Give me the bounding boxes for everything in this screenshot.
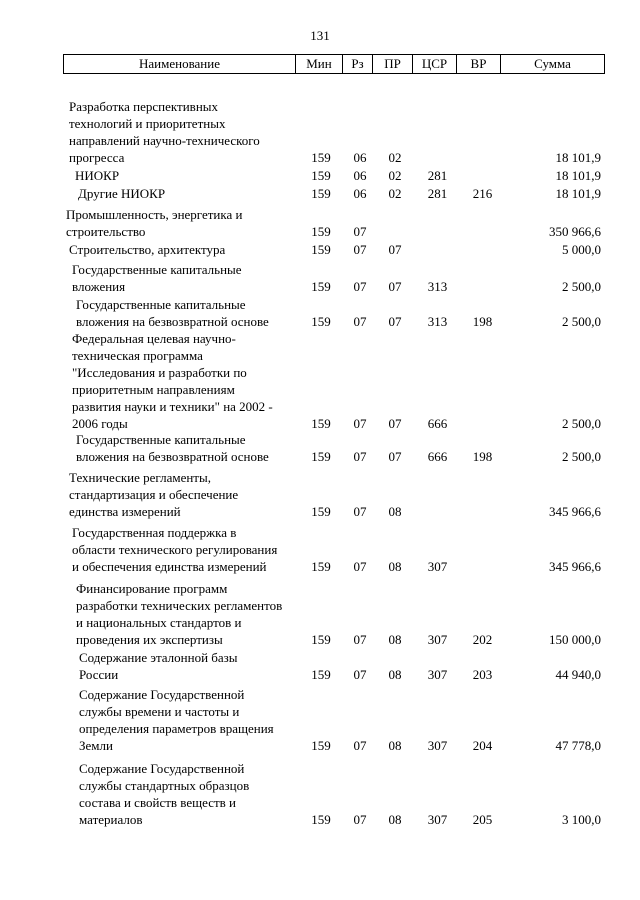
row-name: Другие НИОКР	[78, 186, 166, 201]
row-min: 159	[311, 150, 331, 165]
row-csr: 307	[427, 812, 448, 827]
row-rz: 07	[353, 279, 367, 294]
row-name: Технические регламенты, стандартизация и обеспечение единства измерений	[69, 470, 239, 519]
table-row	[0, 686, 640, 754]
row-min: 159	[311, 449, 331, 464]
row-pr: 08	[388, 812, 402, 827]
row-name: Финансирование программ разработки технических регламентов и национальных стандартов и проведения их экспертизы	[76, 581, 283, 647]
row-sum: 5 000,0	[562, 242, 601, 257]
row-pr: 08	[388, 632, 402, 647]
row-sum: 2 500,0	[562, 449, 601, 464]
table-row	[0, 167, 640, 184]
table-row	[0, 261, 640, 295]
row-pr: 07	[388, 416, 402, 431]
row-min: 159	[311, 667, 331, 682]
row-sum: 18 101,9	[555, 186, 601, 201]
header-rz: Рз	[343, 55, 373, 74]
header-csr: ЦСР	[413, 55, 457, 74]
table-row	[0, 98, 640, 166]
row-sum: 44 940,0	[555, 667, 601, 682]
row-name: Государственные капитальные вложения	[72, 262, 242, 294]
row-name: Федеральная целевая научно- техническая программа "Исследования и разработки по приоритетным направлениям развития науки и техники" на 2002 - 2006 годы	[72, 331, 273, 431]
table-row	[0, 760, 640, 828]
row-name: Государственные капитальные вложения на безвозвратной основе	[76, 432, 269, 464]
row-name: Содержание Государственной службы стандартных образцов состава и свойств веществ и материалов	[79, 761, 250, 827]
row-name: Государственные капитальные вложения на безвозвратной основе	[76, 297, 269, 329]
row-sum: 47 778,0	[555, 738, 601, 753]
row-min: 159	[311, 812, 331, 827]
table-row	[0, 241, 640, 258]
row-rz: 07	[353, 667, 367, 682]
row-sum: 345 966,6	[549, 504, 601, 519]
row-csr: 307	[427, 667, 448, 682]
table-row	[0, 469, 640, 520]
row-rz: 06	[353, 168, 367, 183]
row-sum: 18 101,9	[555, 168, 601, 183]
row-sum: 18 101,9	[555, 150, 601, 165]
row-pr: 07	[388, 449, 402, 464]
row-min: 159	[311, 279, 331, 294]
row-rz: 07	[353, 632, 367, 647]
row-name: Разработка перспективных технологий и приоритетных направлений научно-технического прогресса	[69, 99, 260, 165]
row-csr: 307	[427, 738, 448, 753]
row-csr: 666	[427, 416, 448, 431]
row-rz: 07	[353, 416, 367, 431]
row-csr: 307	[427, 559, 448, 574]
row-rz: 07	[353, 242, 367, 257]
row-csr: 313	[427, 314, 448, 329]
table-row	[0, 580, 640, 648]
row-name: Строительство, архитектура	[69, 242, 226, 257]
row-pr: 07	[388, 279, 402, 294]
row-name: Содержание Государственной службы времени и частоты и определения параметров вращения Земли	[79, 687, 274, 753]
row-vr: 216	[472, 186, 493, 201]
row-rz: 07	[353, 449, 367, 464]
row-csr: 307	[427, 632, 448, 647]
header-vr: ВР	[457, 55, 501, 74]
header-sum: Сумма	[501, 55, 605, 74]
row-name: Содержание эталонной базы России	[79, 650, 238, 682]
row-csr: 281	[427, 186, 448, 201]
row-pr: 02	[388, 186, 402, 201]
row-rz: 07	[353, 738, 367, 753]
row-min: 159	[311, 168, 331, 183]
row-name: НИОКР	[75, 168, 120, 183]
row-sum: 345 966,6	[549, 559, 601, 574]
row-rz: 06	[353, 186, 367, 201]
row-sum: 2 500,0	[562, 416, 601, 431]
row-min: 159	[311, 632, 331, 647]
row-pr: 02	[388, 168, 402, 183]
row-sum: 2 500,0	[562, 314, 601, 329]
table-row	[0, 524, 640, 575]
row-name: Промышленность, энергетика и строительство	[66, 207, 243, 239]
header-pr: ПР	[373, 55, 413, 74]
row-rz: 07	[353, 314, 367, 329]
row-min: 159	[311, 416, 331, 431]
page-number: 131	[310, 28, 330, 43]
table-row	[0, 431, 640, 465]
row-sum: 150 000,0	[549, 632, 601, 647]
table-row	[0, 206, 640, 240]
row-vr: 203	[472, 667, 493, 682]
table-row	[0, 185, 640, 202]
row-min: 159	[311, 738, 331, 753]
table-row	[0, 330, 640, 432]
row-min: 159	[311, 242, 331, 257]
row-csr: 281	[427, 168, 448, 183]
row-vr: 198	[472, 449, 493, 464]
header-name: Наименование	[64, 55, 296, 74]
row-pr: 08	[388, 667, 402, 682]
row-csr: 313	[427, 279, 448, 294]
row-vr: 205	[472, 812, 493, 827]
row-min: 159	[311, 186, 331, 201]
row-min: 159	[311, 314, 331, 329]
row-rz: 06	[353, 150, 367, 165]
row-pr: 08	[388, 504, 402, 519]
row-pr: 02	[388, 150, 402, 165]
row-min: 159	[311, 504, 331, 519]
header-min: Мин	[296, 55, 343, 74]
row-min: 159	[311, 224, 331, 239]
row-vr: 204	[472, 738, 493, 753]
table-row	[0, 296, 640, 330]
table-row	[0, 649, 640, 683]
row-sum: 350 966,6	[549, 224, 601, 239]
row-csr: 666	[427, 449, 448, 464]
row-rz: 07	[353, 224, 367, 239]
row-sum: 3 100,0	[562, 812, 601, 827]
row-pr: 07	[388, 314, 402, 329]
row-rz: 07	[353, 559, 367, 574]
row-vr: 198	[472, 314, 493, 329]
row-min: 159	[311, 559, 331, 574]
row-rz: 07	[353, 812, 367, 827]
row-name: Государственная поддержка в области технического регулирования и обеспечения единства измерений	[72, 525, 278, 574]
row-sum: 2 500,0	[562, 279, 601, 294]
row-rz: 07	[353, 504, 367, 519]
row-vr: 202	[472, 632, 493, 647]
row-pr: 08	[388, 559, 402, 574]
row-pr: 07	[388, 242, 402, 257]
row-pr: 08	[388, 738, 402, 753]
